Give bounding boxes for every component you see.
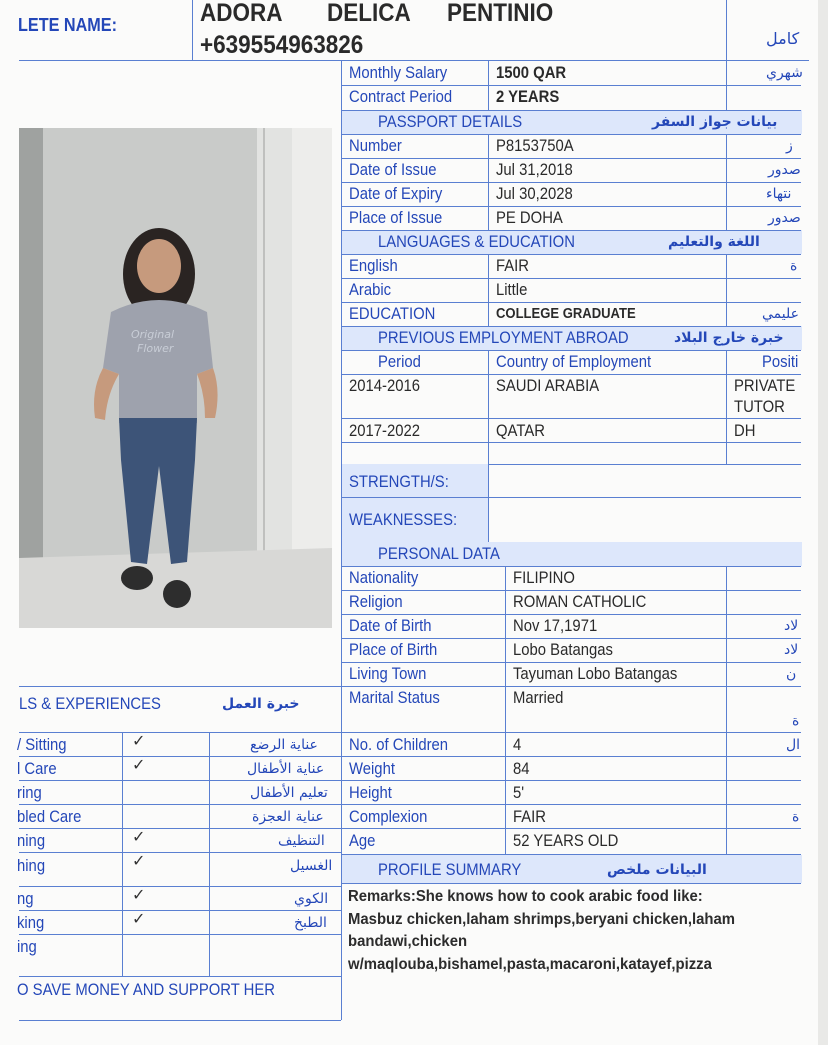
skill-label: ning <box>17 832 46 850</box>
label-nationality: Nationality <box>349 569 419 587</box>
value-marital-status: Married <box>513 689 564 707</box>
divider <box>341 278 801 279</box>
arabic-date-of-expiry: نتهاء <box>766 186 792 202</box>
divider <box>341 254 801 255</box>
label-place-of-issue: Place of Issue <box>349 209 443 227</box>
emp-position-1b: TUTOR <box>734 398 785 416</box>
value-place-of-birth: Lobo Batangas <box>513 641 613 659</box>
profile-title: PROFILE SUMMARY <box>378 861 522 879</box>
divider <box>122 732 123 976</box>
value-religion: ROMAN CATHOLIC <box>513 593 647 611</box>
arabic-living-town: ن <box>786 666 797 682</box>
arabic-english: ة <box>790 258 798 274</box>
phone-number: +639554963826 <box>200 31 364 59</box>
skill-label: ing <box>17 938 37 956</box>
passport-title-arabic: بيانات جواز السفر <box>652 114 778 130</box>
divider <box>19 934 341 935</box>
divider <box>341 883 801 884</box>
divider <box>726 0 727 60</box>
divider <box>341 638 801 639</box>
skills-footer: O SAVE MONEY AND SUPPORT HER <box>17 981 276 999</box>
divider <box>488 254 489 326</box>
emp-period-1: 2014-2016 <box>349 377 421 395</box>
value-living-town: Tayuman Lobo Batangas <box>513 665 678 683</box>
skills-title: LS & EXPERIENCES <box>19 695 161 713</box>
arabic-place-of-issue: صدور <box>768 210 801 226</box>
value-monthly-salary: 1500 QAR <box>496 64 567 82</box>
col-position: Positi <box>762 353 799 371</box>
divider <box>209 732 210 976</box>
divider <box>19 976 341 977</box>
skill-label: hing <box>17 857 46 875</box>
arabic-monthly-salary: شهري <box>766 65 803 81</box>
value-complexion: FAIR <box>513 808 547 826</box>
divider <box>341 206 801 207</box>
value-height: 5' <box>513 784 525 802</box>
label-arabic: Arabic <box>349 281 392 299</box>
candidate-photo <box>19 128 332 628</box>
divider <box>19 1020 341 1021</box>
profile-remarks: Remarks:She knows how to cook arabic food like: Masbuz chicken,laham shrimps,beryani chicken,laham bandawi,chicken w/maqlouba,bishamel,pasta,macaroni,katayef,pizza <box>348 888 736 973</box>
divider <box>341 566 801 567</box>
divider <box>726 254 727 326</box>
value-education: COLLEGE GRADUATE <box>496 306 636 322</box>
skill-label: bled Care <box>17 808 82 826</box>
label-monthly-salary: Monthly Salary <box>349 64 448 82</box>
value-children: 4 <box>513 736 522 754</box>
strengths-label: STRENGTH/S: <box>349 473 449 491</box>
label-english: English <box>349 257 398 275</box>
divider <box>341 85 801 86</box>
page-edge <box>818 0 828 1045</box>
divider <box>341 302 801 303</box>
divider <box>341 614 801 615</box>
divider <box>341 756 801 757</box>
arabic-date-of-birth: لاد <box>784 618 799 634</box>
weaknesses-label: WEAKNESSES: <box>349 511 458 529</box>
value-age: 52 YEARS OLD <box>513 832 619 850</box>
skill-arabic: الطبخ <box>294 915 327 931</box>
name-middle: DELICA <box>327 0 411 27</box>
check-icon: ✓ <box>132 757 146 774</box>
divider <box>341 497 801 498</box>
arabic-marital-status: ة <box>792 713 800 729</box>
arabic-date-of-issue: صدور <box>768 162 801 178</box>
value-nationality: FILIPINO <box>513 569 575 587</box>
label-date-of-birth: Date of Birth <box>349 617 432 635</box>
emp-country-1: SAUDI ARABIA <box>496 377 600 395</box>
divider <box>726 350 727 464</box>
label-complexion: Complexion <box>349 808 428 826</box>
skill-label: ng <box>17 890 34 908</box>
label-contract-period: Contract Period <box>349 88 453 106</box>
emp-position-1a: PRIVATE <box>734 377 796 395</box>
skill-arabic: الغسيل <box>290 858 333 874</box>
value-date-of-expiry: Jul 30,2028 <box>496 185 573 203</box>
emp-period-2: 2017-2022 <box>349 422 421 440</box>
arabic-education: عليمي <box>762 306 799 322</box>
label-place-of-birth: Place of Birth <box>349 641 438 659</box>
divider <box>341 976 342 1020</box>
arabic-children: ال <box>786 737 801 753</box>
divider <box>488 350 489 464</box>
divider <box>341 182 801 183</box>
divider <box>341 110 801 111</box>
check-icon: ✓ <box>132 887 146 904</box>
divider <box>341 134 801 135</box>
divider <box>19 828 341 829</box>
divider <box>341 230 801 231</box>
languages-title: LANGUAGES & EDUCATION <box>378 233 575 251</box>
divider <box>726 566 727 854</box>
divider <box>19 780 341 781</box>
employment-title-arabic: خبرة خارج البلاد <box>674 330 784 346</box>
divider <box>19 686 341 687</box>
emp-country-2: QATAR <box>496 422 545 440</box>
skills-title-arabic: خبرة العمل <box>222 696 300 712</box>
label-weight: Weight <box>349 760 395 778</box>
arabic-complexion: ة <box>792 809 800 825</box>
check-icon: ✓ <box>132 733 146 750</box>
divider <box>19 756 341 757</box>
skill-label: l Care <box>17 760 57 778</box>
divider <box>19 910 341 911</box>
value-date-of-birth: Nov 17,1971 <box>513 617 598 635</box>
personal-title: PERSONAL DATA <box>378 545 500 563</box>
label-age: Age <box>349 832 376 850</box>
label-date-of-issue: Date of Issue <box>349 161 437 179</box>
profile-title-arabic: البيانات ملخص <box>607 862 707 878</box>
name-label: LETE NAME: <box>18 15 117 35</box>
skill-arabic: عناية الرضع <box>250 737 318 753</box>
arabic-place-of-birth: لاد <box>784 642 799 658</box>
skill-arabic: الكوي <box>294 891 329 907</box>
label-religion: Religion <box>349 593 403 611</box>
skill-label: ring <box>17 784 42 802</box>
divider <box>19 732 341 733</box>
divider <box>505 566 506 854</box>
divider <box>341 350 801 351</box>
label-education: EDUCATION <box>349 305 436 323</box>
passport-title: PASSPORT DETAILS <box>378 113 523 131</box>
divider <box>341 374 801 375</box>
name-first: ADORA <box>200 0 283 27</box>
emp-position-2: DH <box>734 422 756 440</box>
divider <box>341 442 801 443</box>
divider <box>192 0 193 60</box>
divider <box>341 686 801 687</box>
divider <box>341 326 801 327</box>
divider <box>341 662 801 663</box>
value-contract-period: 2 YEARS <box>496 88 560 106</box>
label-marital-status: Marital Status <box>349 689 440 707</box>
divider <box>19 804 341 805</box>
divider <box>341 418 801 419</box>
skill-arabic: عناية الأطفال <box>247 761 325 777</box>
skill-arabic: عناية العجزة <box>252 809 324 825</box>
value-passport-number: P8153750A <box>496 137 574 155</box>
divider <box>341 158 801 159</box>
label-date-of-expiry: Date of Expiry <box>349 185 443 203</box>
check-icon: ✓ <box>132 853 146 870</box>
value-english: FAIR <box>496 257 530 275</box>
label-passport-number: Number <box>349 137 402 155</box>
name-last: PENTINIO <box>447 0 554 27</box>
skill-arabic: تعليم الأطفال <box>250 785 328 801</box>
col-period: Period <box>378 353 421 371</box>
divider <box>19 60 809 61</box>
divider <box>341 804 801 805</box>
employment-title: PREVIOUS EMPLOYMENT ABROAD <box>378 329 629 347</box>
check-icon: ✓ <box>132 829 146 846</box>
value-arabic: Little <box>496 281 528 299</box>
divider <box>488 464 489 542</box>
divider <box>19 886 341 887</box>
divider <box>341 828 801 829</box>
label-living-town: Living Town <box>349 665 427 683</box>
divider <box>19 852 341 853</box>
col-country: Country of Employment <box>496 353 652 371</box>
languages-title-arabic: اللغة والتعليم <box>668 234 760 250</box>
skill-arabic: التنظيف <box>278 833 325 849</box>
skill-label: / Sitting <box>17 736 67 754</box>
name-label-arabic: كامل <box>766 29 800 48</box>
divider <box>341 780 801 781</box>
divider <box>341 732 801 733</box>
value-place-of-issue: PE DOHA <box>496 209 563 227</box>
check-icon: ✓ <box>132 911 146 928</box>
arabic-passport-number: ز <box>786 138 793 154</box>
skill-label: king <box>17 914 45 932</box>
divider <box>341 590 801 591</box>
label-height: Height <box>349 784 392 802</box>
label-children: No. of Children <box>349 736 449 754</box>
value-date-of-issue: Jul 31,2018 <box>496 161 573 179</box>
value-weight: 84 <box>513 760 530 778</box>
svg-text:Flower: Flower <box>137 342 174 355</box>
svg-text:Original: Original <box>131 328 175 341</box>
